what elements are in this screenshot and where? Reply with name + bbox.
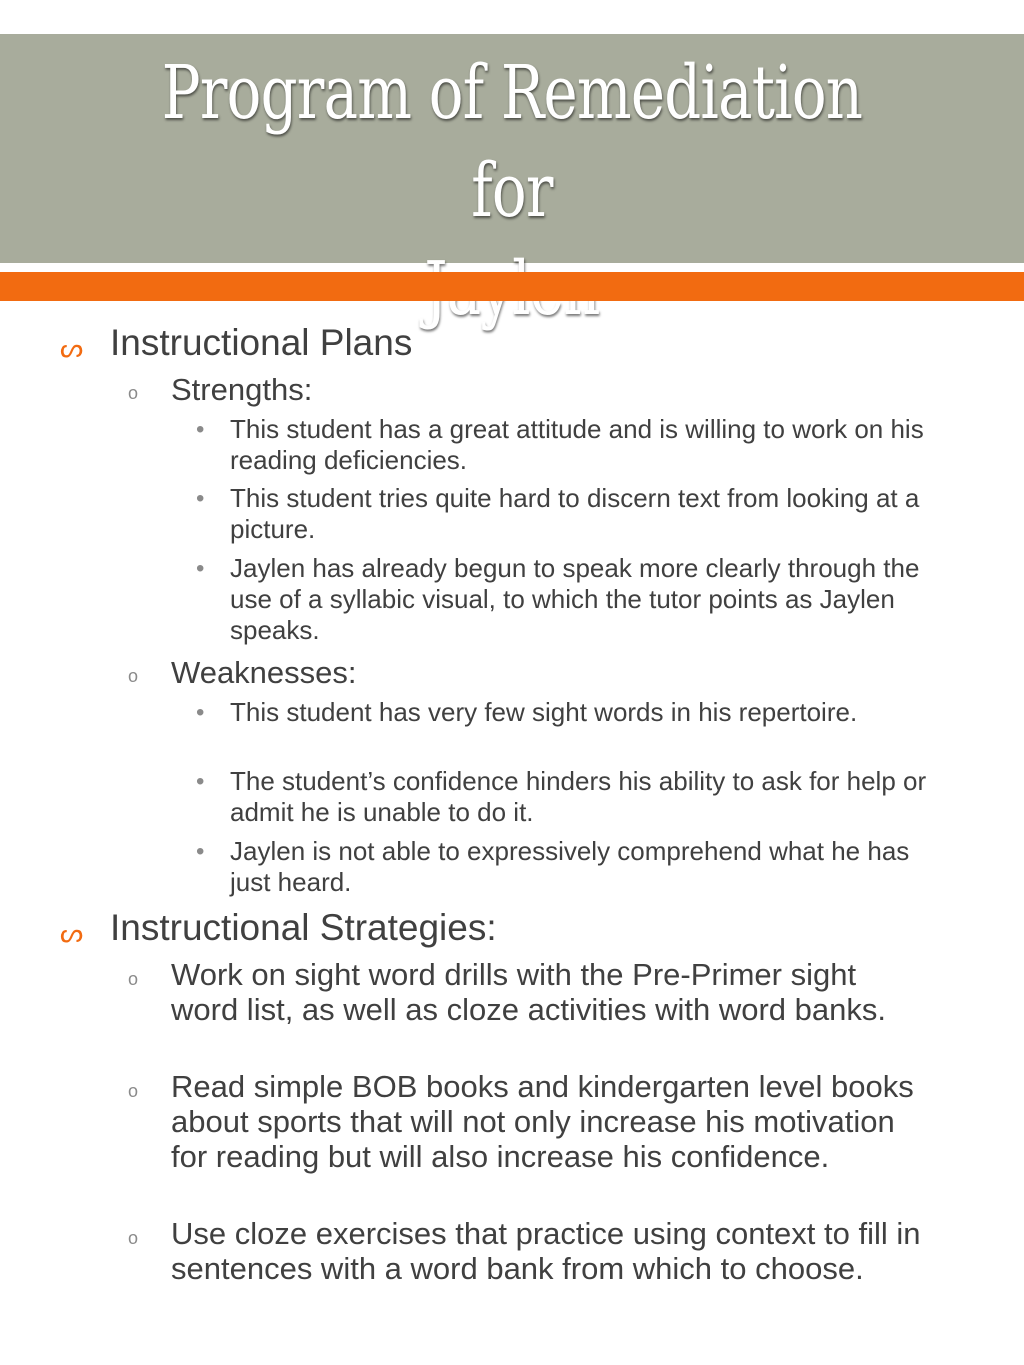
ornament-scroll-icon: ᔕ [60, 919, 84, 949]
hollow-circle-icon: o [128, 1228, 139, 1248]
strengths-label: Strengths: [171, 372, 313, 407]
ornament-scroll-icon: ᔕ [60, 334, 84, 364]
strategy-item: Read simple BOB books and kindergarten level books about sports that will not only increase his motivation for reading but will also increase his confidence. [171, 1069, 914, 1174]
slide-title-line1: Program of Remediation for [161, 50, 863, 234]
strength-item: This student has a great attitude and is willing to work on his reading deficiencies. [230, 414, 924, 475]
weakness-item: The student’s confidence hinders his ability to ask for help or admit he is unable to do it. [230, 766, 927, 827]
weakness-item: This student has very few sight words in his repertoire. [230, 697, 858, 727]
hollow-circle-icon: o [128, 666, 139, 686]
accent-bar [0, 272, 1024, 301]
dot-icon: • [196, 768, 205, 795]
plans-heading: Instructional Plans [110, 322, 413, 363]
dot-icon: • [196, 838, 205, 865]
hollow-circle-icon: o [128, 383, 139, 403]
strength-item: This student tries quite hard to discern text from looking at a picture. [230, 483, 920, 544]
dot-icon: • [196, 699, 205, 726]
strength-item: Jaylen has already begun to speak more clearly through the use of a syllabic visual, to which the tutor points as Jaylen speaks. [230, 553, 920, 645]
weakness-item: Jaylen is not able to expressively comprehend what he has just heard. [230, 836, 910, 897]
weaknesses-label: Weaknesses: [171, 655, 357, 690]
hollow-circle-icon: o [128, 1081, 139, 1101]
strategy-item: Use cloze exercises that practice using context to fill in sentences with a word bank from which to choose. [171, 1216, 921, 1286]
dot-icon: • [196, 416, 205, 443]
dot-icon: • [196, 555, 205, 582]
dot-icon: • [196, 485, 205, 512]
hollow-circle-icon: o [128, 969, 139, 989]
strategy-item: Work on sight word drills with the Pre-Primer sight word list, as well as cloze activities with word banks. [171, 957, 886, 1027]
strategies-heading: Instructional Strategies: [110, 907, 497, 948]
